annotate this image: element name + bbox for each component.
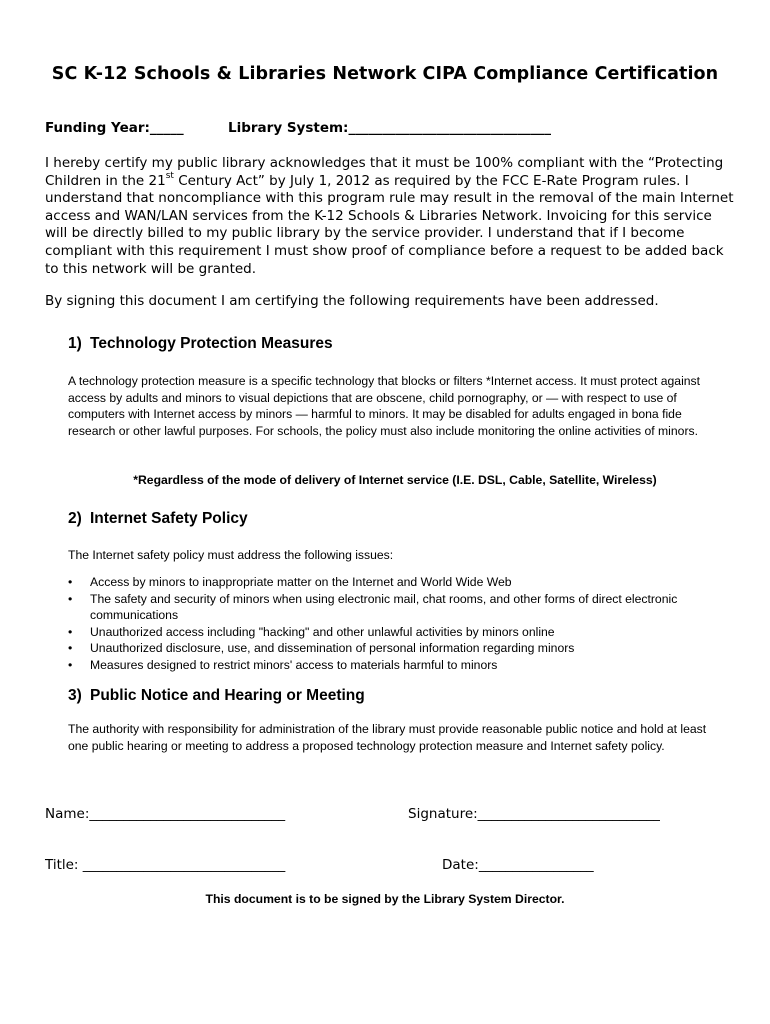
section-1-text: A technology protection measure is a specific technology that blocks or filters *Internet access. It must protect against access by adults and minors to visual depictions that are obscene, child pornography, or — with respect to use of computers with Internet access by minors — harmful to minors. It may be disabled for adults engaged in bona fide research or other lawful purposes. For schools, the policy must also include monitoring the online activities of minors.	[68, 374, 701, 438]
bullet-icon: •	[68, 657, 73, 672]
safety-issues-list	[68, 574, 728, 674]
section-1-body	[68, 373, 728, 439]
bullet-icon: •	[68, 624, 73, 639]
list-item	[68, 574, 728, 591]
intro-text-end: Century Act” by July 1, 2012 as required by the FCC E-Rate Program rules. I understand that noncompliance with this program rule may result in the removal of the main Internet access and WAN/LAN services from the K-12 Schools & Libraries Network. Invoicing for this service will be directly billed to my public library by the service provider. I understand that if I become compliant with this requirement I must show proof of compliance before a request to be added back to this network will be granted.	[45, 172, 734, 277]
section-2-heading	[68, 510, 248, 528]
funding-year-field[interactable]: Funding Year:_____	[45, 120, 184, 136]
section-3-number: 3)	[68, 687, 82, 704]
intro-section	[45, 155, 735, 311]
intro-paragraph	[45, 155, 735, 278]
section-1-heading	[68, 335, 333, 353]
section-3-title: Public Notice and Hearing or Meeting	[90, 687, 365, 704]
signature-field[interactable]: Signature:___________________________	[408, 806, 660, 822]
intro-text-start: I hereby certify my public library acknowledges that it must be 100% compliant with the “Protecting Children in the 21	[45, 155, 724, 189]
document-title: SC K-12 Schools & Libraries Network CIPA Compliance Certification	[51, 64, 719, 84]
title-field[interactable]: Title: ______________________________	[45, 857, 286, 873]
intro-superscript: st	[165, 171, 174, 182]
date-field[interactable]: Date:_________________	[442, 857, 594, 873]
list-item-text: Unauthorized disclosure, use, and dissemination of personal information regarding minors	[90, 641, 575, 656]
list-item	[68, 657, 728, 674]
bullet-icon: •	[68, 575, 73, 589]
signing-instruction: This document is to be signed by the Library System Director.	[205, 892, 565, 906]
section-2-text: The Internet safety policy must address the following issues:	[68, 548, 394, 562]
bullet-icon: •	[68, 641, 73, 656]
bullet-icon: •	[68, 591, 73, 606]
list-item-text: Access by minors to inappropriate matter on the Internet and World Wide Web	[90, 575, 512, 589]
section-1-title: Technology Protection Measures	[90, 335, 333, 352]
section-2-title: Internet Safety Policy	[90, 510, 248, 527]
list-item	[68, 624, 728, 641]
delivery-mode-note: *Regardless of the mode of delivery of Internet service (I.E. DSL, Cable, Satellite, Wireless)	[133, 473, 657, 487]
section-3-text: The authority with responsibility for administration of the library must provide reasonable public notice and hold at least one public hearing or meeting to address a proposed technology protection measure and Internet safety policy.	[68, 722, 707, 753]
section-3-heading	[68, 687, 365, 705]
section-1-number: 1)	[68, 335, 82, 352]
list-item-text: Unauthorized access including "hacking" and other unlawful activities by minors online	[90, 624, 555, 639]
section-3-body	[68, 721, 728, 754]
list-item-text: Measures designed to restrict minors' access to materials harmful to minors	[90, 657, 498, 672]
name-field[interactable]: Name:_____________________________	[45, 806, 286, 822]
section-2-body	[68, 547, 728, 564]
list-item-text: The safety and security of minors when using electronic mail, chat rooms, and other forms of direct electronic communications	[90, 591, 678, 623]
list-item	[68, 640, 728, 657]
header-fields	[45, 120, 551, 136]
library-system-field[interactable]: Library System:______________________________	[228, 120, 551, 136]
certifying-statement: By signing this document I am certifying the following requirements have been addressed.	[45, 293, 659, 310]
section-2-number: 2)	[68, 510, 82, 527]
list-item	[68, 591, 728, 624]
